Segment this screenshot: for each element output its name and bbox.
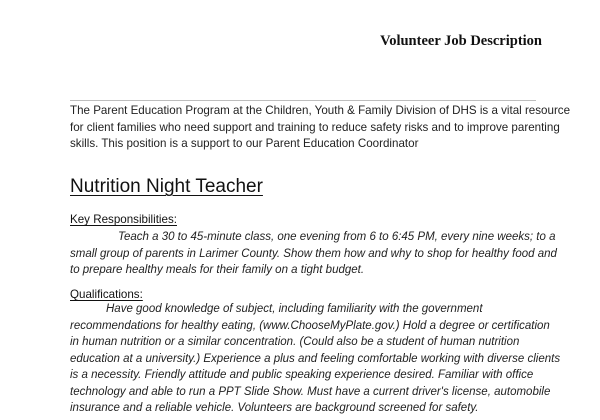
qualifications-line: technology and able to run a PPT Slide Show. Must have a current driver's license, automobile [70,385,551,398]
qualifications-paragraph [70,301,561,417]
qualifications-line: education at a university.) Experience a plus and feeling comfortable working with diverse clients [70,352,561,365]
responsibilities-paragraph [70,229,557,279]
qualifications-line: insurance and a reliable vehicle. Volunteers are background screened for safety. [70,402,479,414]
qualifications-line: Have good knowledge of subject, including familiarity with the government [106,303,483,315]
intro-line: The Parent Education Program at the Children, Youth & Family Division of DHS is a vital resource [70,104,571,117]
qualifications-line: in human nutrition or a similar concentration. (Could also be a student of human nutrition [70,336,520,348]
intro-line: for client families who need support and training to reduce safety risks and to improve parenting [70,120,560,134]
qualifications-heading: Qualifications: [70,288,143,301]
document-header-title: Volunteer Job Description [380,33,542,49]
responsibilities-line: to prepare healthy meals for their family on a tight budget. [70,264,365,276]
intro-line: skills. This position is a support to our Parent Education Coordinator [70,137,419,150]
intro-paragraph [70,103,571,153]
responsibilities-heading: Key Responsibilities: [70,213,177,226]
qualifications-line: is a necessity. Friendly attitude and public speaking experience desired. Familiar with office [70,369,534,381]
qualifications-line: recommendations for healthy eating, (www.ChooseMyPlate.gov.) Hold a degree or certification [70,319,550,332]
position-title: Nutrition Night Teacher [70,176,263,197]
header-divider [70,100,536,101]
responsibilities-line: small group of parents in Larimer County. Show them how and why to shop for healthy food and [70,247,557,260]
responsibilities-line: Teach a 30 to 45-minute class, one evening from 6 to 6:45 PM, every nine weeks; to a [118,231,556,243]
